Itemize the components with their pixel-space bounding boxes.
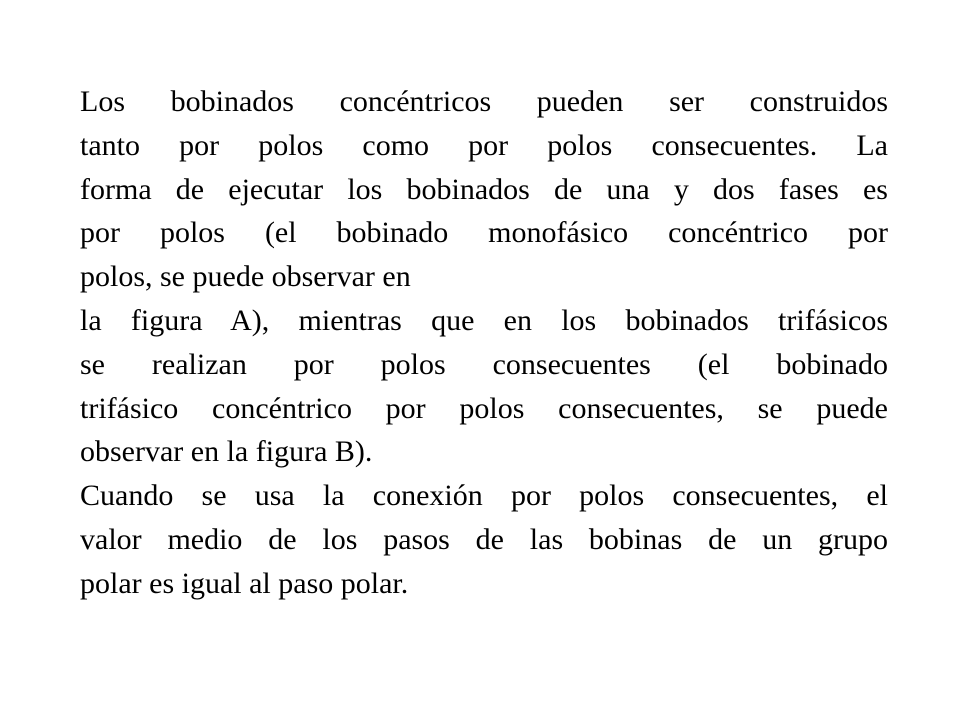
- paragraph-1: [80, 80, 888, 299]
- text-line: trifásico concéntrico por polos consecuentes, se puede: [80, 391, 888, 425]
- text-line: polos, se puede observar en: [80, 260, 411, 294]
- text-line: tanto por polos como por polos consecuentes. La: [80, 128, 888, 162]
- paragraph-3: [80, 474, 888, 605]
- text-line: Cuando se usa la conexión por polos consecuentes, el: [80, 479, 888, 513]
- text-line: valor medio de los pasos de las bobinas de un grupo: [80, 522, 888, 556]
- text-line: la figura A), mientras que en los bobinados trifásicos: [80, 303, 888, 337]
- text-line: polar es igual al paso polar.: [80, 566, 409, 600]
- text-line: por polos (el bobinado monofásico concéntrico por: [80, 216, 888, 250]
- text-line: forma de ejecutar los bobinados de una y dos fases es: [80, 172, 888, 206]
- body-text: [80, 80, 888, 606]
- text-line: se realizan por polos consecuentes (el bobinado: [80, 347, 888, 381]
- paragraph-2: [80, 299, 888, 474]
- text-line: observar en la figura B).: [80, 435, 373, 469]
- text-line: Los bobinados concéntricos pueden ser construidos: [80, 85, 888, 118]
